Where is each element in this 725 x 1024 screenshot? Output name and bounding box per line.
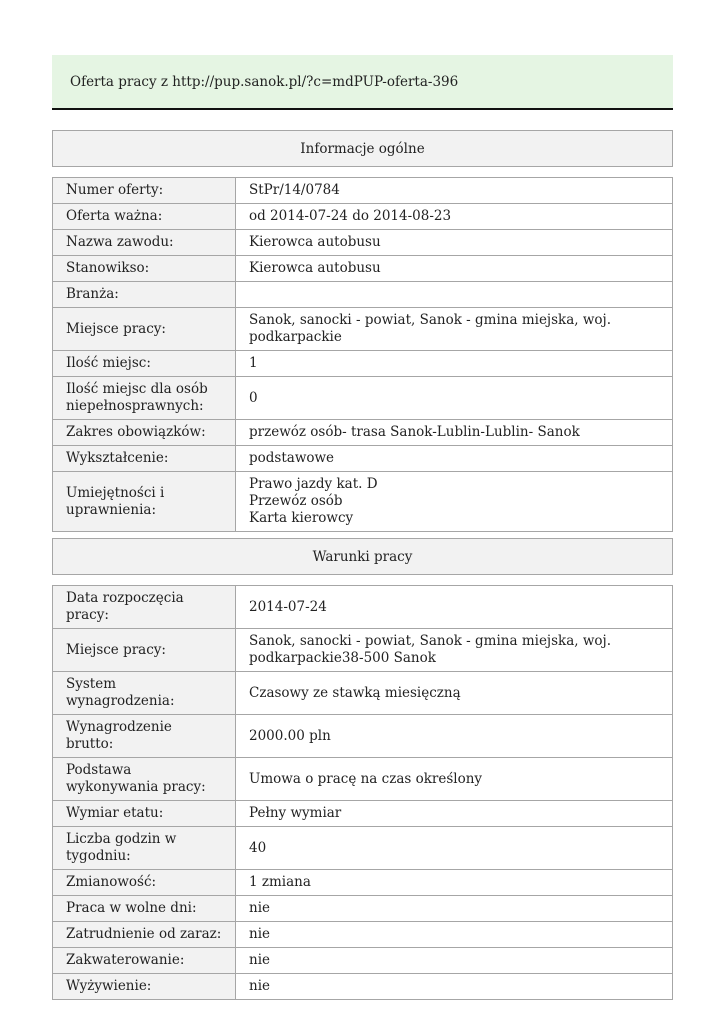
row-label: Praca w wolne dni: <box>53 896 236 922</box>
row-label: Ilość miejsc dla osób niepełnosprawnych: <box>53 377 236 420</box>
table-row <box>53 178 673 204</box>
section-title-general-text: Informacje ogólne <box>300 140 425 157</box>
table-row <box>53 870 673 896</box>
table-row <box>53 256 673 282</box>
row-label: Nazwa zawodu: <box>53 230 236 256</box>
row-value: podstawowe <box>236 446 673 472</box>
row-value: Kierowca autobusu <box>236 256 673 282</box>
row-label: Oferta ważna: <box>53 204 236 230</box>
row-value: 1 <box>236 351 673 377</box>
row-value: 2014-07-24 <box>236 586 673 629</box>
row-value: 2000.00 pln <box>236 715 673 758</box>
offer-header-title: Oferta pracy z http://pup.sanok.pl/?c=mdPUP-oferta-396 <box>70 73 459 90</box>
table-row <box>53 922 673 948</box>
row-label: Ilość miejsc: <box>53 351 236 377</box>
row-value: Prawo jazdy kat. D Przewóz osób Karta kierowcy <box>236 472 673 532</box>
table-row <box>53 974 673 1000</box>
general-info-table <box>52 177 673 532</box>
row-label: Zatrudnienie od zaraz: <box>53 922 236 948</box>
row-value: nie <box>236 948 673 974</box>
row-label: Podstawa wykonywania pracy: <box>53 758 236 801</box>
table-row <box>53 282 673 308</box>
row-label: Wymiar etatu: <box>53 801 236 827</box>
table-row <box>53 758 673 801</box>
row-value: StPr/14/0784 <box>236 178 673 204</box>
row-value <box>236 282 673 308</box>
row-label: Data rozpoczęcia pracy: <box>53 586 236 629</box>
row-value: 40 <box>236 827 673 870</box>
row-label: Miejsce pracy: <box>53 308 236 351</box>
row-value: Czasowy ze stawką miesięczną <box>236 672 673 715</box>
offer-header <box>52 55 673 110</box>
row-label: Zakres obowiązków: <box>53 420 236 446</box>
row-value: nie <box>236 922 673 948</box>
row-label: Liczba godzin w tygodniu: <box>53 827 236 870</box>
table-row <box>53 472 673 532</box>
row-label: Zmianowość: <box>53 870 236 896</box>
row-value: Sanok, sanocki - powiat, Sanok - gmina miejska, woj. podkarpackie <box>236 308 673 351</box>
table-row <box>53 948 673 974</box>
row-label: Zakwaterowanie: <box>53 948 236 974</box>
section-title-general <box>52 130 673 167</box>
table-row <box>53 801 673 827</box>
row-value: nie <box>236 974 673 1000</box>
table-row <box>53 308 673 351</box>
table-row <box>53 586 673 629</box>
row-label: Branża: <box>53 282 236 308</box>
table-row <box>53 351 673 377</box>
table-row <box>53 672 673 715</box>
section-title-conditions <box>52 538 673 575</box>
table-row <box>53 230 673 256</box>
row-value: Umowa o pracę na czas określony <box>236 758 673 801</box>
section-title-conditions-text: Warunki pracy <box>312 548 413 565</box>
work-conditions-table <box>52 585 673 1000</box>
table-row <box>53 377 673 420</box>
row-value: nie <box>236 896 673 922</box>
row-label: Stanowikso: <box>53 256 236 282</box>
row-value: 1 zmiana <box>236 870 673 896</box>
row-value: przewóz osób- trasa Sanok-Lublin-Lublin- Sanok <box>236 420 673 446</box>
table-row <box>53 420 673 446</box>
table-row <box>53 827 673 870</box>
table-row <box>53 629 673 672</box>
row-label: Numer oferty: <box>53 178 236 204</box>
table-row <box>53 715 673 758</box>
row-label: System wynagrodzenia: <box>53 672 236 715</box>
row-label: Wyżywienie: <box>53 974 236 1000</box>
row-label: Miejsce pracy: <box>53 629 236 672</box>
table-row <box>53 446 673 472</box>
row-label: Umiejętności i uprawnienia: <box>53 472 236 532</box>
row-value: 0 <box>236 377 673 420</box>
row-value: Sanok, sanocki - powiat, Sanok - gmina miejska, woj. podkarpackie38-500 Sanok <box>236 629 673 672</box>
row-label: Wykształcenie: <box>53 446 236 472</box>
row-label: Wynagrodzenie brutto: <box>53 715 236 758</box>
row-value: od 2014-07-24 do 2014-08-23 <box>236 204 673 230</box>
table-row <box>53 896 673 922</box>
table-row <box>53 204 673 230</box>
row-value: Pełny wymiar <box>236 801 673 827</box>
row-value: Kierowca autobusu <box>236 230 673 256</box>
